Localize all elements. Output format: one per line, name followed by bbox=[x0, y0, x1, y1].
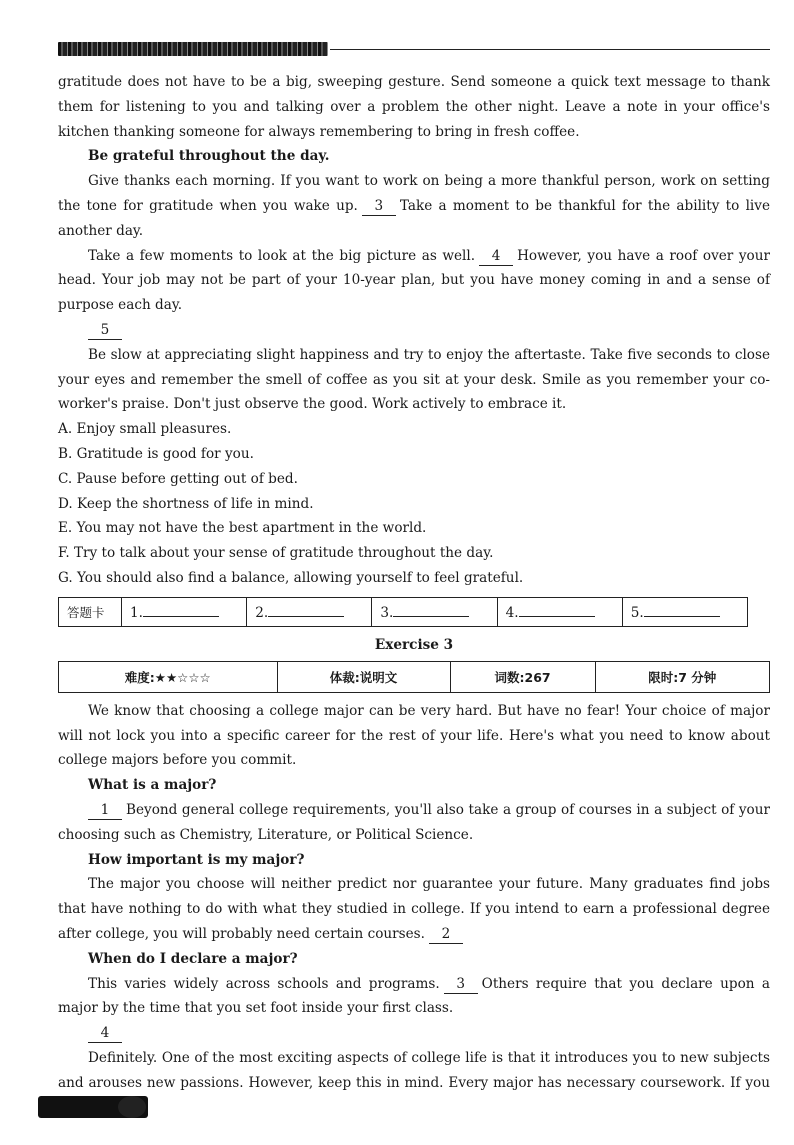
answer-slot-5[interactable] bbox=[622, 597, 747, 626]
answer-line[interactable] bbox=[393, 602, 469, 617]
option-item: B. Gratitude is good for you. bbox=[58, 445, 254, 462]
blank-4-line bbox=[58, 1021, 770, 1046]
blank-5-line bbox=[58, 318, 770, 343]
answer-line[interactable] bbox=[268, 602, 344, 617]
blank-1[interactable]: 1 bbox=[88, 802, 122, 820]
question-heading: How important is my major? bbox=[88, 851, 305, 868]
paragraph-text: Take a few moments to look at the big picture as well. bbox=[88, 247, 476, 264]
header-banner bbox=[58, 42, 328, 56]
paragraph-text: This varies widely across schools and programs. bbox=[88, 975, 440, 992]
option-item: F. Try to talk about your sense of gratitude throughout the day. bbox=[58, 545, 494, 562]
paragraph-morning bbox=[58, 169, 770, 243]
blank-4[interactable]: 4 bbox=[479, 248, 513, 266]
answer-slot-2[interactable] bbox=[247, 597, 372, 626]
option-item: C. Pause before getting out of bed. bbox=[58, 470, 298, 487]
answer-line[interactable] bbox=[644, 602, 720, 617]
answer-slot-3[interactable] bbox=[372, 597, 497, 626]
paragraph-what-major bbox=[58, 798, 770, 848]
answer-slot-number: 5. bbox=[630, 605, 644, 622]
exercise-title: Exercise 3 bbox=[374, 636, 454, 653]
answer-slot-4[interactable] bbox=[497, 597, 622, 626]
exercise-info-table bbox=[58, 661, 770, 693]
paragraph-text: Give thanks each morning. If you want to work on being a more thankful person, work on setting the tone for gratitude when you wake up. bbox=[58, 173, 770, 214]
answer-slot-number: 4. bbox=[505, 605, 519, 622]
paragraph-big-picture bbox=[58, 244, 770, 318]
option-item: D. Keep the shortness of life in mind. bbox=[58, 495, 314, 512]
blank-2[interactable]: 2 bbox=[429, 926, 463, 944]
blank-3[interactable]: 3 bbox=[444, 976, 478, 994]
page-content bbox=[58, 70, 770, 1120]
paragraph-slow: Be slow at appreciating slight happiness and try to enjoy the aftertaste. Take five seconds to close your eyes and remember the smell of coffee as you sit at your desk. Smile as you remember your co-worker's praise. Don't just observe the good. Work actively to embrace it. bbox=[58, 346, 770, 413]
paragraph-importance bbox=[58, 872, 770, 946]
difficulty-cell: 难度:★★☆☆☆ bbox=[59, 661, 278, 692]
options-list bbox=[58, 417, 770, 591]
answer-line[interactable] bbox=[519, 602, 595, 617]
paragraph-text: The major you choose will neither predict nor guarantee your future. Many graduates find jobs that have nothing to do with what they studied in college. If you intend to earn a professional degree after college, you will probably need certain courses. bbox=[58, 876, 770, 942]
answer-slot-number: 1. bbox=[130, 605, 143, 622]
footer-page-mark bbox=[118, 1096, 146, 1118]
genre-cell: 体裁:说明文 bbox=[277, 661, 450, 692]
option-item: E. You may not have the best apartment in the world. bbox=[58, 520, 427, 537]
page-header bbox=[58, 40, 770, 58]
answer-line[interactable] bbox=[143, 602, 219, 617]
blank-3[interactable]: 3 bbox=[362, 198, 396, 216]
question-heading: What is a major? bbox=[88, 777, 217, 794]
paragraph-change: Definitely. One of the most exciting aspects of college life is that it introduces you to new subjects and arouses new passions. However, keep this in mind. Every major has necessary coursework. If you bbox=[58, 1049, 770, 1091]
option-item: G. You should also find a balance, allowing yourself to feel grateful. bbox=[58, 569, 524, 586]
blank-4[interactable]: 4 bbox=[88, 1025, 122, 1043]
paragraph-text: However, you have a roof over your head. Your job may not be part of your 10-year plan, but you have money coming in and a sense of purpose each day. bbox=[58, 247, 770, 314]
answer-slot-number: 3. bbox=[380, 605, 394, 622]
intro-paragraph: gratitude does not have to be a big, sweeping gesture. Send someone a quick text message to thank them for listening to you and talking over a problem the other night. Leave a note in your office's kitchen thanking someone for always remembering to bring in fresh coffee. bbox=[58, 74, 770, 140]
paragraph-text: Take a moment to be thankful for the ability to live another day. bbox=[58, 197, 770, 239]
time-limit-cell: 限时:7 分钟 bbox=[595, 661, 769, 692]
paragraph-text: Others require that you declare upon a major by the time that you set foot inside your first class. bbox=[58, 975, 770, 1017]
option-item: A. Enjoy small pleasures. bbox=[58, 421, 232, 438]
paragraph-text: Beyond general college requirements, you'll also take a group of courses in a subject of your choosing such as Chemistry, Literature, or Political Science. bbox=[58, 801, 770, 843]
answer-card bbox=[58, 597, 748, 627]
paragraph-declare bbox=[58, 972, 770, 1022]
answer-card-label: 答题卡 bbox=[59, 597, 122, 626]
header-rule bbox=[330, 49, 770, 50]
question-heading: When do I declare a major? bbox=[88, 950, 298, 967]
word-count-cell: 词数:267 bbox=[450, 661, 595, 692]
section-heading: Be grateful throughout the day. bbox=[88, 148, 330, 165]
answer-slot-1[interactable] bbox=[122, 597, 247, 626]
paragraph-intro-major: We know that choosing a college major can be very hard. But have no fear! Your choice of major will not lock you into a specific career for the rest of your life. Here's what you need to know about college majors before you commit. bbox=[58, 702, 770, 769]
answer-slot-number: 2. bbox=[255, 605, 269, 622]
blank-5[interactable]: 5 bbox=[88, 322, 122, 340]
